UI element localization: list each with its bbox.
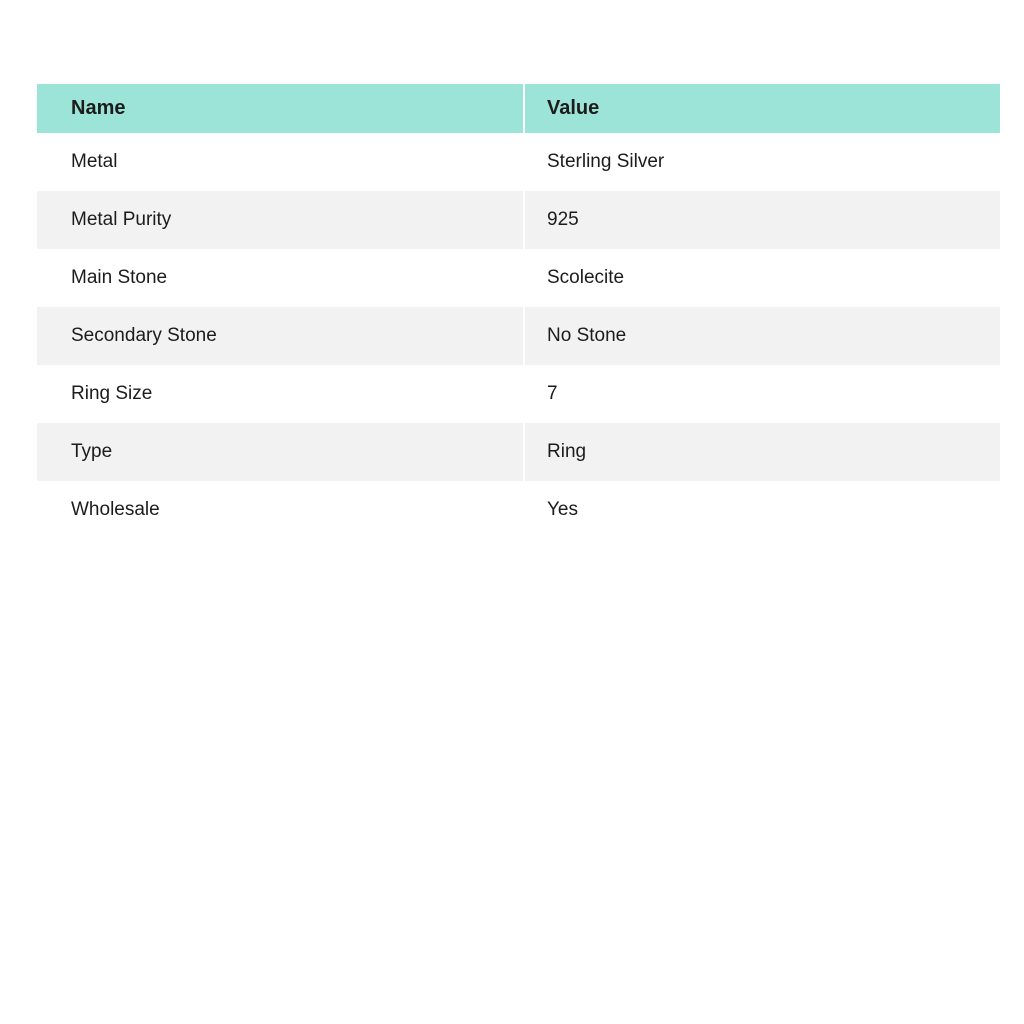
table-row [37, 365, 1000, 423]
table-row [37, 249, 1000, 307]
attribute-name-cell: Type [71, 441, 113, 462]
attribute-name-cell: Wholesale [71, 499, 160, 520]
table-row [37, 191, 1000, 249]
product-spec-table [37, 84, 1000, 539]
table-row [37, 423, 1000, 481]
attribute-name-cell: Ring Size [71, 383, 153, 404]
table-row [37, 133, 1000, 191]
attribute-name-cell: Secondary Stone [71, 325, 217, 346]
attribute-name-cell: Main Stone [71, 267, 168, 288]
table-header-row [37, 84, 1000, 133]
attribute-value-cell: Ring [523, 423, 1000, 481]
attribute-value-cell: 7 [523, 365, 1000, 423]
attribute-value-cell: No Stone [523, 307, 1000, 365]
column-header-value: Value [523, 84, 1000, 133]
table-row [37, 307, 1000, 365]
table-row [37, 481, 1000, 539]
attribute-name-cell: Metal [71, 151, 118, 172]
column-header-name: Name [71, 97, 126, 119]
attribute-name-cell: Metal Purity [71, 209, 172, 230]
attribute-value-cell: Sterling Silver [523, 133, 1000, 191]
attribute-value-cell: 925 [523, 191, 1000, 249]
attribute-value-cell: Yes [523, 481, 1000, 539]
attribute-value-cell: Scolecite [523, 249, 1000, 307]
